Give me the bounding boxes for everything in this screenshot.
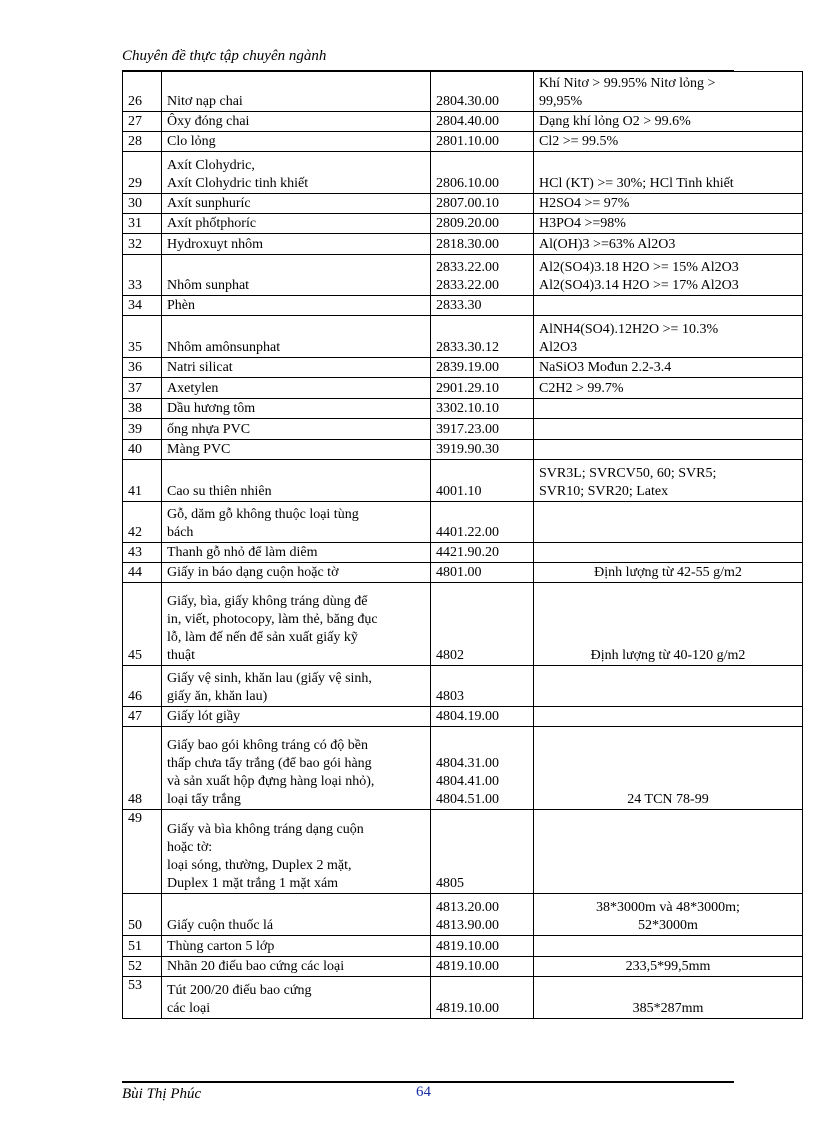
row-number: 38 bbox=[123, 399, 162, 419]
hs-code-cell bbox=[431, 936, 534, 957]
quality-spec-line: HCl (KT) >= 30%; HCl Tinh khiết bbox=[539, 176, 734, 191]
product-name-line: Giấy bao gói không tráng có độ bền bbox=[167, 738, 369, 753]
product-name-cell bbox=[162, 936, 431, 957]
quality-spec-cell bbox=[534, 810, 803, 894]
quality-spec-line: 385*287mm bbox=[632, 1001, 704, 1016]
quality-spec-cell bbox=[534, 152, 803, 194]
product-name-line: các loại bbox=[167, 1001, 211, 1016]
row-number: 28 bbox=[123, 132, 162, 152]
quality-spec-cell bbox=[534, 894, 803, 936]
product-name-line: Giấy lót giầy bbox=[167, 709, 241, 724]
product-name-cell bbox=[162, 358, 431, 378]
hs-code-cell bbox=[431, 194, 534, 214]
quality-spec-cell bbox=[534, 419, 803, 440]
product-name-cell bbox=[162, 460, 431, 502]
product-name-cell bbox=[162, 72, 431, 112]
footer-author: Bùi Thị Phúc bbox=[122, 1086, 202, 1102]
product-name-line: Màng PVC bbox=[167, 442, 231, 457]
table-body bbox=[123, 72, 803, 1019]
product-name-cell bbox=[162, 378, 431, 399]
product-name-line: Cao su thiên nhiên bbox=[167, 484, 272, 499]
hs-code-line: 4805 bbox=[436, 876, 464, 891]
row-number: 35 bbox=[123, 316, 162, 358]
product-name-line: Axetylen bbox=[167, 381, 219, 396]
product-name-line: Clo lỏng bbox=[167, 134, 216, 149]
hs-code-cell bbox=[431, 583, 534, 666]
product-name-cell bbox=[162, 440, 431, 460]
table-row bbox=[123, 358, 803, 378]
row-number: 32 bbox=[123, 234, 162, 255]
hs-code-cell bbox=[431, 214, 534, 234]
row-number: 39 bbox=[123, 419, 162, 440]
table-row bbox=[123, 378, 803, 399]
quality-spec-cell bbox=[534, 255, 803, 296]
table-row bbox=[123, 543, 803, 563]
quality-spec-line: SVR3L; SVRCV50, 60; SVR5; bbox=[539, 466, 717, 481]
product-name-line: Nhôm amônsunphat bbox=[167, 340, 281, 355]
row-number: 53 bbox=[123, 977, 162, 1019]
table-row bbox=[123, 957, 803, 977]
hs-code-line: 2833.30.12 bbox=[436, 340, 499, 355]
row-number: 45 bbox=[123, 583, 162, 666]
table-row bbox=[123, 72, 803, 112]
quality-spec-line: Al2(SO4)3.14 H2O >= 17% Al2O3 bbox=[539, 278, 739, 293]
hs-code-line: 4819.10.00 bbox=[436, 1001, 499, 1016]
quality-spec-line: Al2(SO4)3.18 H2O >= 15% Al2O3 bbox=[539, 260, 739, 275]
hs-code-cell bbox=[431, 152, 534, 194]
product-name-cell bbox=[162, 977, 431, 1019]
product-name-cell bbox=[162, 419, 431, 440]
table-row bbox=[123, 112, 803, 132]
quality-spec-cell bbox=[534, 358, 803, 378]
product-name-cell bbox=[162, 957, 431, 977]
row-number: 43 bbox=[123, 543, 162, 563]
table-row bbox=[123, 419, 803, 440]
product-name-cell bbox=[162, 316, 431, 358]
product-name-line: hoặc tờ: bbox=[167, 840, 213, 855]
hs-code-cell bbox=[431, 977, 534, 1019]
table-row bbox=[123, 255, 803, 296]
hs-code-line: 4804.51.00 bbox=[436, 792, 499, 807]
product-name-cell bbox=[162, 563, 431, 583]
hs-code-cell bbox=[431, 296, 534, 316]
quality-spec-cell bbox=[534, 543, 803, 563]
table-row bbox=[123, 234, 803, 255]
quality-spec-cell bbox=[534, 399, 803, 419]
quality-spec-cell bbox=[534, 977, 803, 1019]
quality-spec-cell bbox=[534, 502, 803, 543]
row-number: 48 bbox=[123, 727, 162, 810]
quality-spec-line: H3PO4 >=98% bbox=[539, 216, 626, 231]
hs-code-line: 2901.29.10 bbox=[436, 381, 499, 396]
quality-spec-cell bbox=[534, 957, 803, 977]
table-row bbox=[123, 296, 803, 316]
quality-spec-line: 24 TCN 78-99 bbox=[627, 792, 709, 807]
product-name-cell bbox=[162, 666, 431, 707]
quality-spec-cell bbox=[534, 132, 803, 152]
row-number: 46 bbox=[123, 666, 162, 707]
hs-code-cell bbox=[431, 358, 534, 378]
quality-spec-cell bbox=[534, 194, 803, 214]
row-number: 36 bbox=[123, 358, 162, 378]
row-number: 27 bbox=[123, 112, 162, 132]
hs-code-line: 2839.19.00 bbox=[436, 360, 499, 375]
product-name-line: Duplex 1 mặt trắng 1 mặt xám bbox=[167, 876, 339, 891]
table-row bbox=[123, 502, 803, 543]
quality-spec-cell bbox=[534, 440, 803, 460]
product-name-cell bbox=[162, 707, 431, 727]
quality-spec-cell bbox=[534, 460, 803, 502]
row-number: 34 bbox=[123, 296, 162, 316]
row-number: 40 bbox=[123, 440, 162, 460]
product-name-cell bbox=[162, 194, 431, 214]
hs-code-line: 4804.31.00 bbox=[436, 756, 499, 771]
row-number: 26 bbox=[123, 72, 162, 112]
row-number: 37 bbox=[123, 378, 162, 399]
hs-code-cell bbox=[431, 419, 534, 440]
product-name-line: thuật bbox=[167, 648, 195, 663]
row-number: 42 bbox=[123, 502, 162, 543]
product-name-cell bbox=[162, 583, 431, 666]
quality-spec-cell bbox=[534, 727, 803, 810]
hs-code-cell bbox=[431, 378, 534, 399]
product-name-line: Phèn bbox=[167, 298, 195, 313]
table-row bbox=[123, 194, 803, 214]
table-row bbox=[123, 810, 803, 894]
product-name-cell bbox=[162, 296, 431, 316]
hs-code-line: 3302.10.10 bbox=[436, 401, 499, 416]
hs-code-cell bbox=[431, 502, 534, 543]
hs-code-line: 2807.00.10 bbox=[436, 196, 499, 211]
hs-code-line: 2818.30.00 bbox=[436, 237, 499, 252]
product-name-line: Axít phốtphoríc bbox=[167, 216, 257, 231]
table-row bbox=[123, 936, 803, 957]
page-header-title: Chuyên đề thực tập chuyên ngành bbox=[122, 48, 327, 64]
product-name-line: Nhãn 20 điếu bao cứng các loại bbox=[167, 959, 345, 974]
quality-spec-line: Khí Nitơ > 99.95% Nitơ lỏng > bbox=[539, 76, 716, 91]
hs-code-line: 2801.10.00 bbox=[436, 134, 499, 149]
row-number: 44 bbox=[123, 563, 162, 583]
product-name-line: in, viết, photocopy, làm thẻ, băng đục bbox=[167, 612, 378, 627]
product-name-line: Giấy in báo dạng cuộn hoặc tờ bbox=[167, 565, 339, 580]
product-name-cell bbox=[162, 112, 431, 132]
hs-code-line: 2833.22.00 bbox=[436, 278, 499, 293]
quality-spec-line: 233,5*99,5mm bbox=[625, 959, 711, 974]
table-row bbox=[123, 727, 803, 810]
table-row bbox=[123, 316, 803, 358]
table-row bbox=[123, 460, 803, 502]
row-number: 30 bbox=[123, 194, 162, 214]
product-name-line: lỗ, làm đế nến để sản xuất giấy kỹ bbox=[167, 630, 358, 645]
product-name-line: Tút 200/20 điếu bao cứng bbox=[167, 983, 312, 998]
quality-spec-cell bbox=[534, 234, 803, 255]
product-name-cell bbox=[162, 255, 431, 296]
hs-code-cell bbox=[431, 543, 534, 563]
table-row bbox=[123, 399, 803, 419]
row-number: 33 bbox=[123, 255, 162, 296]
product-name-line: Nhôm sunphat bbox=[167, 278, 250, 293]
hs-code-cell bbox=[431, 316, 534, 358]
quality-spec-cell bbox=[534, 378, 803, 399]
hs-code-cell bbox=[431, 707, 534, 727]
row-number: 47 bbox=[123, 707, 162, 727]
product-name-line: Axít Clohydric tinh khiết bbox=[167, 176, 309, 191]
product-name-cell bbox=[162, 502, 431, 543]
product-spec-table bbox=[122, 71, 803, 1019]
product-name-cell bbox=[162, 894, 431, 936]
hs-code-cell bbox=[431, 957, 534, 977]
quality-spec-line: C2H2 > 99.7% bbox=[539, 381, 624, 396]
product-name-line: và sản xuất hộp đựng hàng loại nhỏ), bbox=[167, 774, 375, 789]
product-name-line: Natri silicat bbox=[167, 360, 233, 375]
hs-code-line: 2809.20.00 bbox=[436, 216, 499, 231]
page-number: 64 bbox=[416, 1084, 431, 1100]
quality-spec-cell bbox=[534, 316, 803, 358]
quality-spec-cell bbox=[534, 72, 803, 112]
product-name-line: Hydroxuyt nhôm bbox=[167, 237, 264, 252]
hs-code-cell bbox=[431, 132, 534, 152]
product-name-line: Dầu hương tôm bbox=[167, 401, 256, 416]
hs-code-line: 4819.10.00 bbox=[436, 939, 499, 954]
quality-spec-cell bbox=[534, 296, 803, 316]
hs-code-cell bbox=[431, 894, 534, 936]
product-name-line: loại sóng, thường, Duplex 2 mặt, bbox=[167, 858, 352, 873]
product-name-line: thấp chưa tẩy trắng (để bao gói hàng bbox=[167, 756, 372, 771]
product-name-line: Giấy và bìa không tráng dạng cuộn bbox=[167, 822, 364, 837]
hs-code-line: 4819.10.00 bbox=[436, 959, 499, 974]
product-name-line: Gỗ, dăm gỗ không thuộc loại tùng bbox=[167, 507, 359, 522]
table-row bbox=[123, 214, 803, 234]
hs-code-line: 4803 bbox=[436, 689, 464, 704]
hs-code-line: 4802 bbox=[436, 648, 464, 663]
hs-code-cell bbox=[431, 112, 534, 132]
quality-spec-line: SVR10; SVR20; Latex bbox=[539, 484, 669, 499]
hs-code-cell bbox=[431, 563, 534, 583]
quality-spec-line: 99,95% bbox=[539, 94, 583, 109]
product-name-line: Thùng carton 5 lớp bbox=[167, 939, 275, 954]
quality-spec-line: NaSiO3 Mođun 2.2-3.4 bbox=[539, 360, 672, 375]
product-name-cell bbox=[162, 234, 431, 255]
quality-spec-line: Al(OH)3 >=63% Al2O3 bbox=[539, 237, 676, 252]
table-row bbox=[123, 152, 803, 194]
quality-spec-cell bbox=[534, 583, 803, 666]
hs-code-line: 4001.10 bbox=[436, 484, 482, 499]
quality-spec-line: 38*3000m và 48*3000m; bbox=[596, 900, 740, 915]
hs-code-line: 4813.20.00 bbox=[436, 900, 499, 915]
hs-code-line: 2833.22.00 bbox=[436, 260, 499, 275]
quality-spec-line: 52*3000m bbox=[638, 918, 698, 933]
hs-code-cell bbox=[431, 255, 534, 296]
product-name-line: Giấy cuộn thuốc lá bbox=[167, 918, 274, 933]
hs-code-line: 3917.23.00 bbox=[436, 422, 499, 437]
hs-code-line: 4801.00 bbox=[436, 565, 482, 580]
quality-spec-cell bbox=[534, 936, 803, 957]
table-row bbox=[123, 440, 803, 460]
hs-code-cell bbox=[431, 440, 534, 460]
quality-spec-cell bbox=[534, 214, 803, 234]
hs-code-line: 2804.30.00 bbox=[436, 94, 499, 109]
product-name-cell bbox=[162, 214, 431, 234]
hs-code-line: 2806.10.00 bbox=[436, 176, 499, 191]
quality-spec-line: Dạng khí lỏng O2 > 99.6% bbox=[539, 114, 691, 129]
hs-code-cell bbox=[431, 810, 534, 894]
hs-code-cell bbox=[431, 727, 534, 810]
table-row bbox=[123, 132, 803, 152]
product-name-cell bbox=[162, 727, 431, 810]
product-name-cell bbox=[162, 132, 431, 152]
table-row bbox=[123, 977, 803, 1019]
hs-code-line: 4804.41.00 bbox=[436, 774, 499, 789]
product-name-cell bbox=[162, 543, 431, 563]
hs-code-line: 4421.90.20 bbox=[436, 545, 499, 560]
hs-code-line: 3919.90.30 bbox=[436, 442, 499, 457]
footer-rule bbox=[122, 1081, 734, 1083]
hs-code-line: 4813.90.00 bbox=[436, 918, 499, 933]
row-number: 29 bbox=[123, 152, 162, 194]
product-name-cell bbox=[162, 810, 431, 894]
table-row bbox=[123, 894, 803, 936]
hs-code-cell bbox=[431, 666, 534, 707]
row-number: 52 bbox=[123, 957, 162, 977]
product-name-line: Nitơ nạp chai bbox=[167, 94, 243, 109]
quality-spec-line: Al2O3 bbox=[539, 340, 578, 355]
product-name-line: loại tẩy trắng bbox=[167, 792, 241, 807]
quality-spec-cell bbox=[534, 666, 803, 707]
hs-code-line: 2833.30 bbox=[436, 298, 482, 313]
row-number: 51 bbox=[123, 936, 162, 957]
hs-code-cell bbox=[431, 234, 534, 255]
product-name-cell bbox=[162, 152, 431, 194]
quality-spec-line: Định lượng từ 42-55 g/m2 bbox=[594, 565, 742, 580]
quality-spec-line: Định lượng từ 40-120 g/m2 bbox=[590, 648, 746, 663]
product-name-cell bbox=[162, 399, 431, 419]
table-row bbox=[123, 666, 803, 707]
product-name-line: Axít Clohydric, bbox=[167, 158, 255, 173]
product-name-line: bách bbox=[167, 525, 194, 540]
quality-spec-line: H2SO4 >= 97% bbox=[539, 196, 630, 211]
hs-code-line: 4401.22.00 bbox=[436, 525, 499, 540]
quality-spec-line: AlNH4(SO4).12H2O >= 10.3% bbox=[539, 322, 719, 337]
hs-code-cell bbox=[431, 72, 534, 112]
quality-spec-cell bbox=[534, 563, 803, 583]
product-name-line: ống nhựa PVC bbox=[167, 422, 251, 437]
product-name-line: Ôxy đóng chai bbox=[167, 114, 250, 129]
product-name-line: Giấy vệ sinh, khăn lau (giấy vệ sinh, bbox=[167, 671, 372, 686]
row-number: 50 bbox=[123, 894, 162, 936]
table-row bbox=[123, 707, 803, 727]
quality-spec-line: Cl2 >= 99.5% bbox=[539, 134, 619, 149]
hs-code-line: 2804.40.00 bbox=[436, 114, 499, 129]
row-number: 31 bbox=[123, 214, 162, 234]
product-name-line: Axít sunphuríc bbox=[167, 196, 251, 211]
row-number: 49 bbox=[123, 810, 162, 894]
hs-code-cell bbox=[431, 399, 534, 419]
product-name-line: Giấy, bìa, giấy không tráng dùng để bbox=[167, 594, 368, 609]
product-name-line: Thanh gỗ nhỏ để làm diêm bbox=[167, 545, 318, 560]
product-name-line: giấy ăn, khăn lau) bbox=[167, 689, 268, 704]
row-number: 41 bbox=[123, 460, 162, 502]
table-row bbox=[123, 583, 803, 666]
quality-spec-cell bbox=[534, 112, 803, 132]
quality-spec-cell bbox=[534, 707, 803, 727]
hs-code-line: 4804.19.00 bbox=[436, 709, 499, 724]
table-row bbox=[123, 563, 803, 583]
hs-code-cell bbox=[431, 460, 534, 502]
